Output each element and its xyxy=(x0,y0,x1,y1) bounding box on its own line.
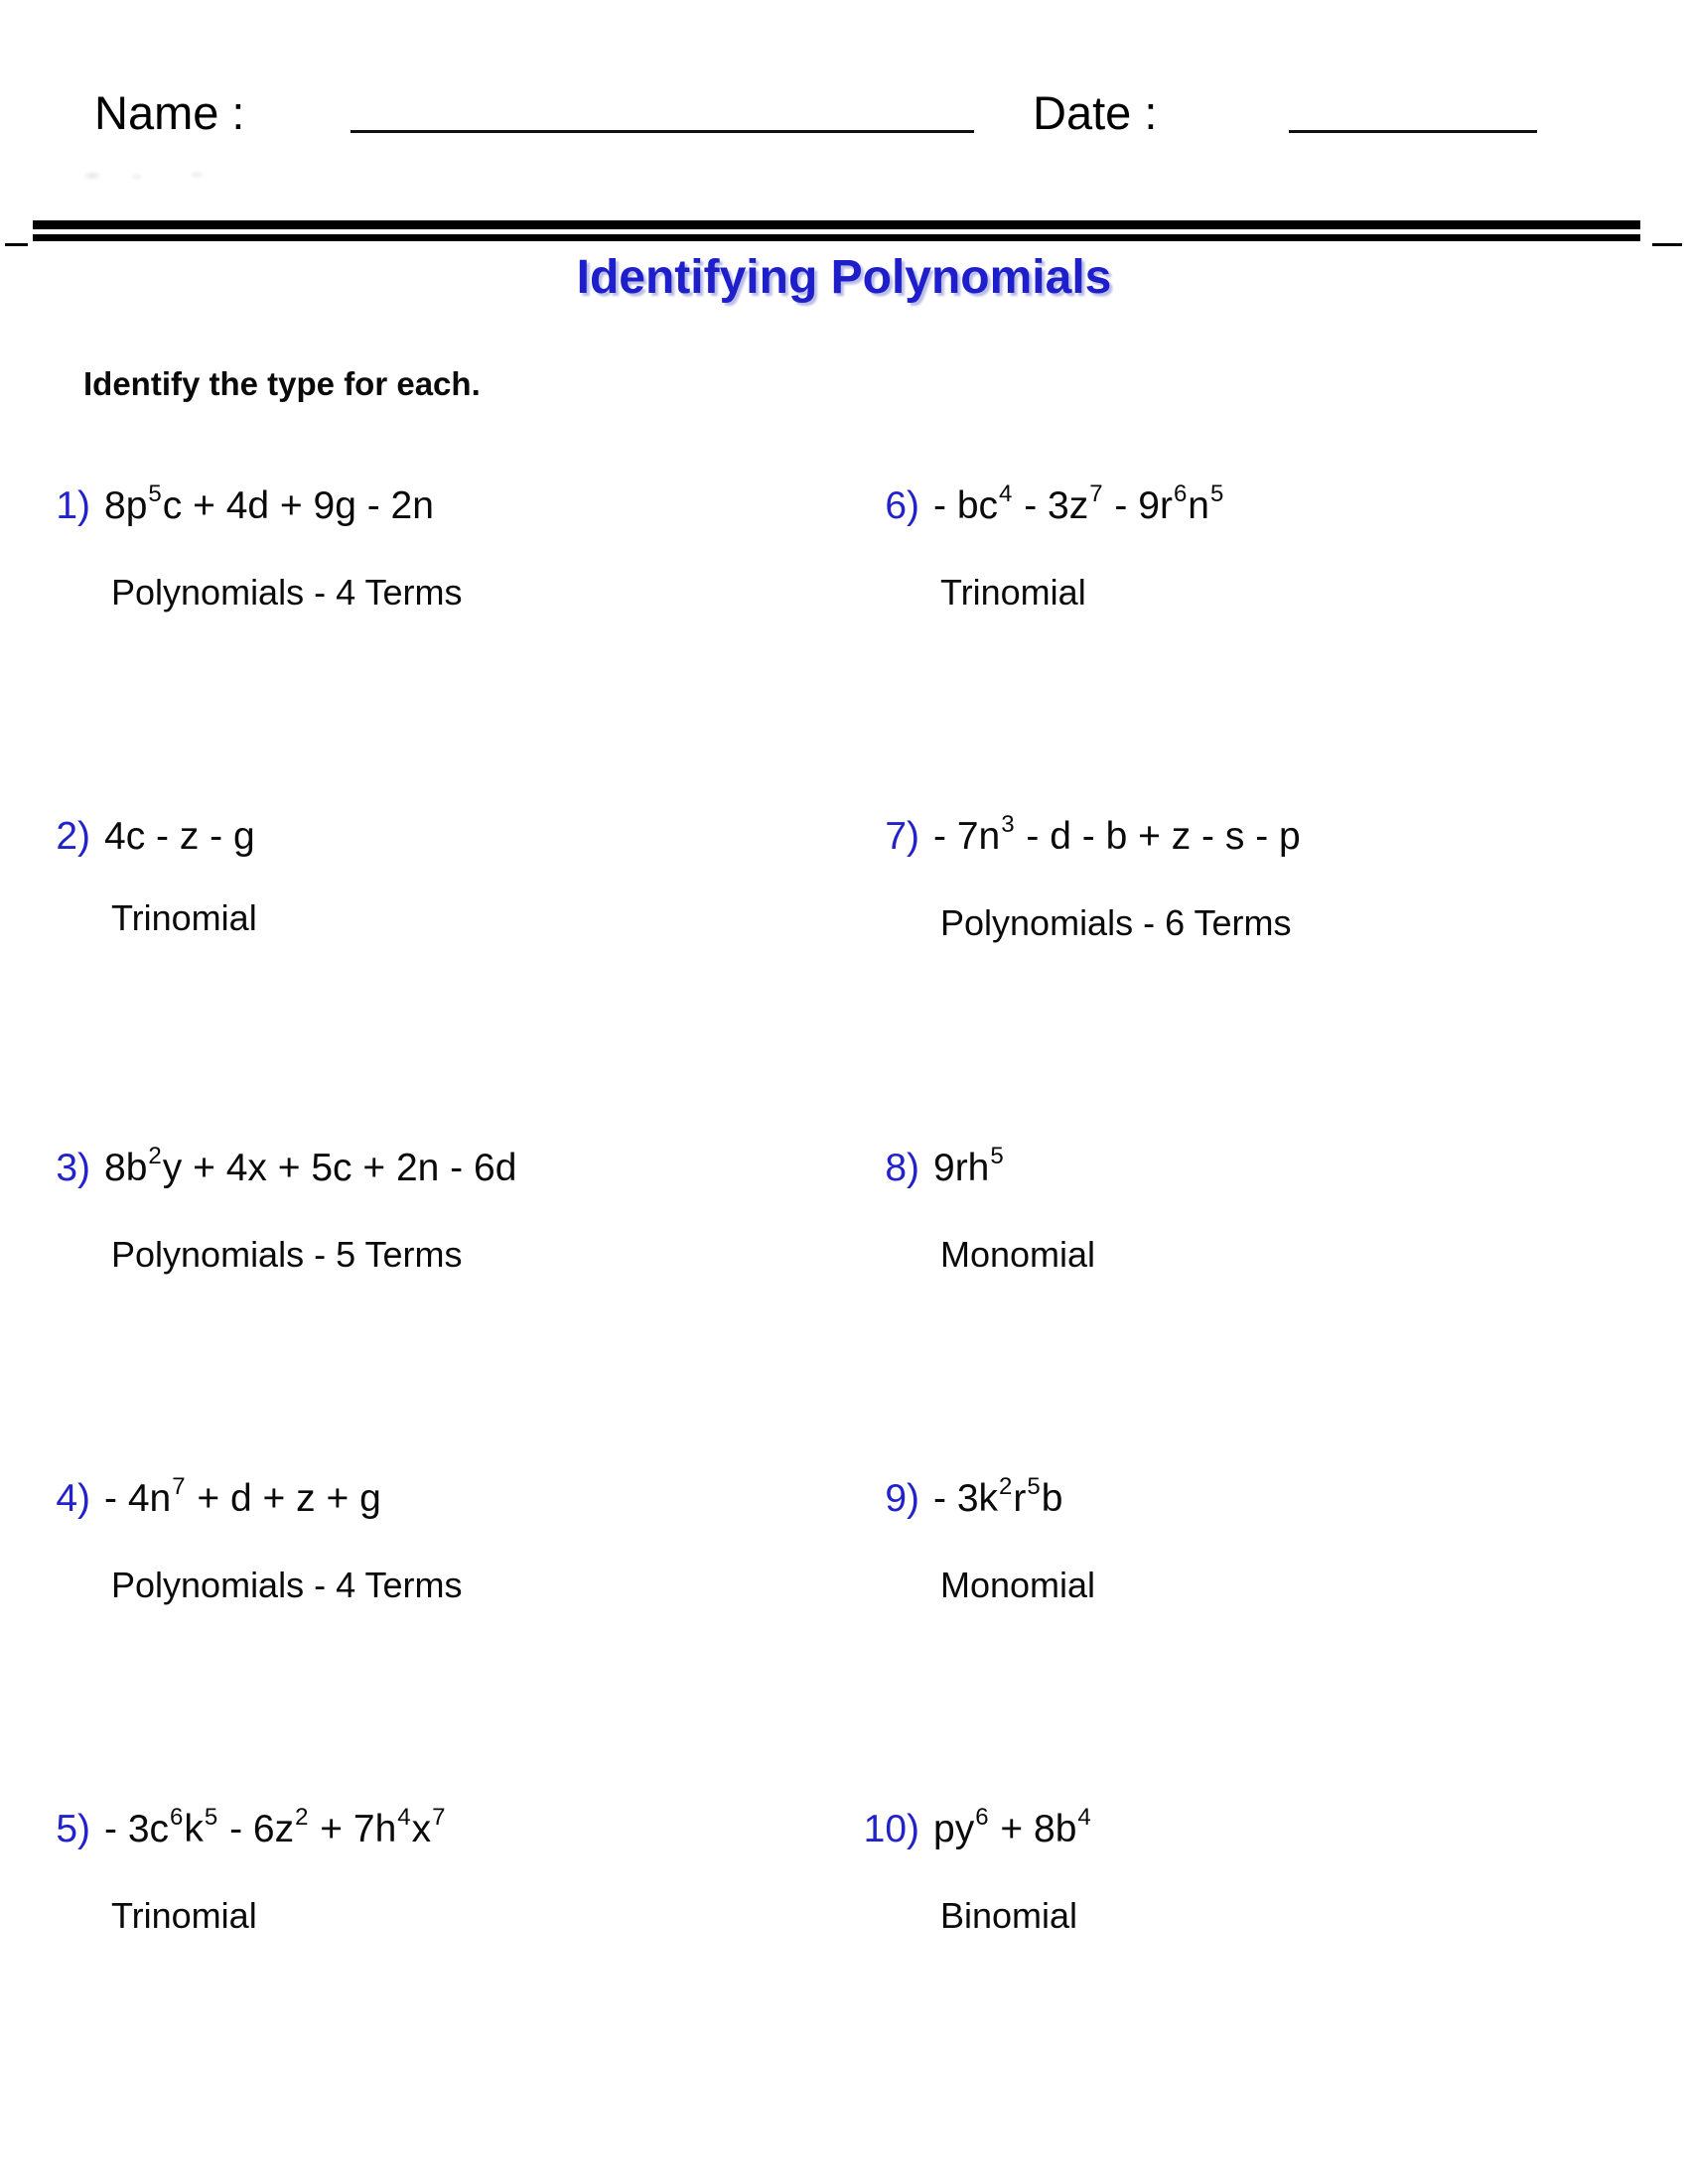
superscript-exponent: 6 xyxy=(170,1804,184,1831)
instruction-text: Identify the type for each. xyxy=(83,365,481,402)
problem-number: 4) xyxy=(56,1477,90,1520)
date-label: Date : xyxy=(1033,86,1158,139)
problem-number: 3) xyxy=(56,1147,90,1189)
problem-expression: - $4n^7 + d + z + g$ xyxy=(104,1473,381,1520)
problem-expression-line xyxy=(862,812,1301,867)
problem-item xyxy=(862,1805,1092,1937)
superscript-exponent: 6 xyxy=(1173,480,1188,507)
problem-expression: $py^6 + 8b^4$ xyxy=(933,1804,1091,1850)
superscript-exponent: 2 xyxy=(148,1143,162,1169)
problem-answer: Trinomial xyxy=(111,1895,257,1936)
header-divider-rule xyxy=(33,220,1640,241)
superscript-exponent: 2 xyxy=(295,1804,309,1831)
problem-item xyxy=(862,1474,1095,1606)
superscript-exponent: 5 xyxy=(204,1804,218,1831)
superscript-exponent: 2 xyxy=(999,1473,1013,1500)
problem-number: 9) xyxy=(885,1477,919,1520)
problem-expression-line xyxy=(33,481,462,536)
name-label: Name : xyxy=(94,86,245,139)
problem-number: 2) xyxy=(56,815,90,858)
superscript-exponent: 5 xyxy=(1027,1473,1041,1500)
problem-item xyxy=(33,1144,516,1276)
problem-answer: Polynomials - 4 Terms xyxy=(111,1565,463,1605)
problem-expression-line xyxy=(33,1474,462,1529)
problem-expression: - $bc^4 - 3z^7 - 9r^6n^5$ xyxy=(933,480,1224,527)
problem-number: 10) xyxy=(863,1808,919,1850)
problem-number: 5) xyxy=(56,1808,90,1850)
problem-expression: - $3c^6k^5 - 6z^2 + 7h^4x^7$ xyxy=(104,1804,446,1850)
page-title: Identifying Polynomials xyxy=(576,251,1112,304)
divider-right-dash xyxy=(1652,243,1682,246)
superscript-exponent: 3 xyxy=(1001,811,1015,838)
problem-answer: Trinomial xyxy=(111,897,257,938)
superscript-exponent: 5 xyxy=(148,480,162,507)
problem-item xyxy=(862,481,1224,614)
problem-number: 1) xyxy=(56,484,90,527)
problem-number: 8) xyxy=(885,1147,919,1189)
problem-item xyxy=(33,1474,462,1606)
problem-item xyxy=(33,812,257,939)
problem-expression: - $3k^2r^5b$ xyxy=(933,1473,1063,1520)
problem-number: 7) xyxy=(885,815,919,858)
problem-item xyxy=(33,1805,447,1937)
problem-expression-line xyxy=(862,1144,1095,1198)
date-blank-line xyxy=(1289,130,1537,133)
problem-answer: Polynomials - 5 Terms xyxy=(111,1234,463,1275)
divider-left-dash xyxy=(5,243,28,246)
superscript-exponent: 7 xyxy=(172,1473,186,1500)
problem-answer: Monomial xyxy=(940,1565,1096,1605)
problem-expression-line xyxy=(33,1805,447,1859)
problem-expression: - $7n^3 - d - b + z - s - p$ xyxy=(933,811,1301,858)
problem-answer: Binomial xyxy=(940,1895,1078,1936)
problem-expression-line xyxy=(862,1805,1092,1859)
problem-expression-line xyxy=(862,481,1224,536)
scan-artifact xyxy=(77,167,216,185)
problem-expression: $8p^5c + 4d + 9g - 2n$ xyxy=(104,480,434,527)
superscript-exponent: 5 xyxy=(990,1143,1004,1169)
problem-answer: Polynomials - 6 Terms xyxy=(940,902,1292,943)
problem-expression-line xyxy=(33,1144,516,1198)
superscript-exponent: 6 xyxy=(975,1804,989,1831)
superscript-exponent: 7 xyxy=(1089,480,1103,507)
problem-answer: Monomial xyxy=(940,1234,1096,1275)
problem-expression: $9rh^5$ xyxy=(933,1143,1004,1189)
superscript-exponent: 4 xyxy=(1077,1804,1091,1831)
problem-expression-line xyxy=(33,812,257,862)
problem-answer: Trinomial xyxy=(940,572,1086,613)
name-blank-line xyxy=(351,130,974,133)
superscript-exponent: 4 xyxy=(999,480,1013,507)
problem-number: 6) xyxy=(885,484,919,527)
superscript-exponent: 4 xyxy=(397,1804,411,1831)
problem-expression-line xyxy=(862,1474,1095,1529)
problem-expression: 4c - z - g xyxy=(104,815,255,858)
problem-answer: Polynomials - 4 Terms xyxy=(111,572,463,613)
problem-item xyxy=(33,481,462,614)
superscript-exponent: 5 xyxy=(1210,480,1224,507)
problem-expression: $8b^2y + 4x + 5c + 2n - 6d$ xyxy=(104,1143,517,1189)
superscript-exponent: 7 xyxy=(432,1804,446,1831)
problem-item xyxy=(862,812,1301,944)
problem-item xyxy=(862,1144,1095,1276)
